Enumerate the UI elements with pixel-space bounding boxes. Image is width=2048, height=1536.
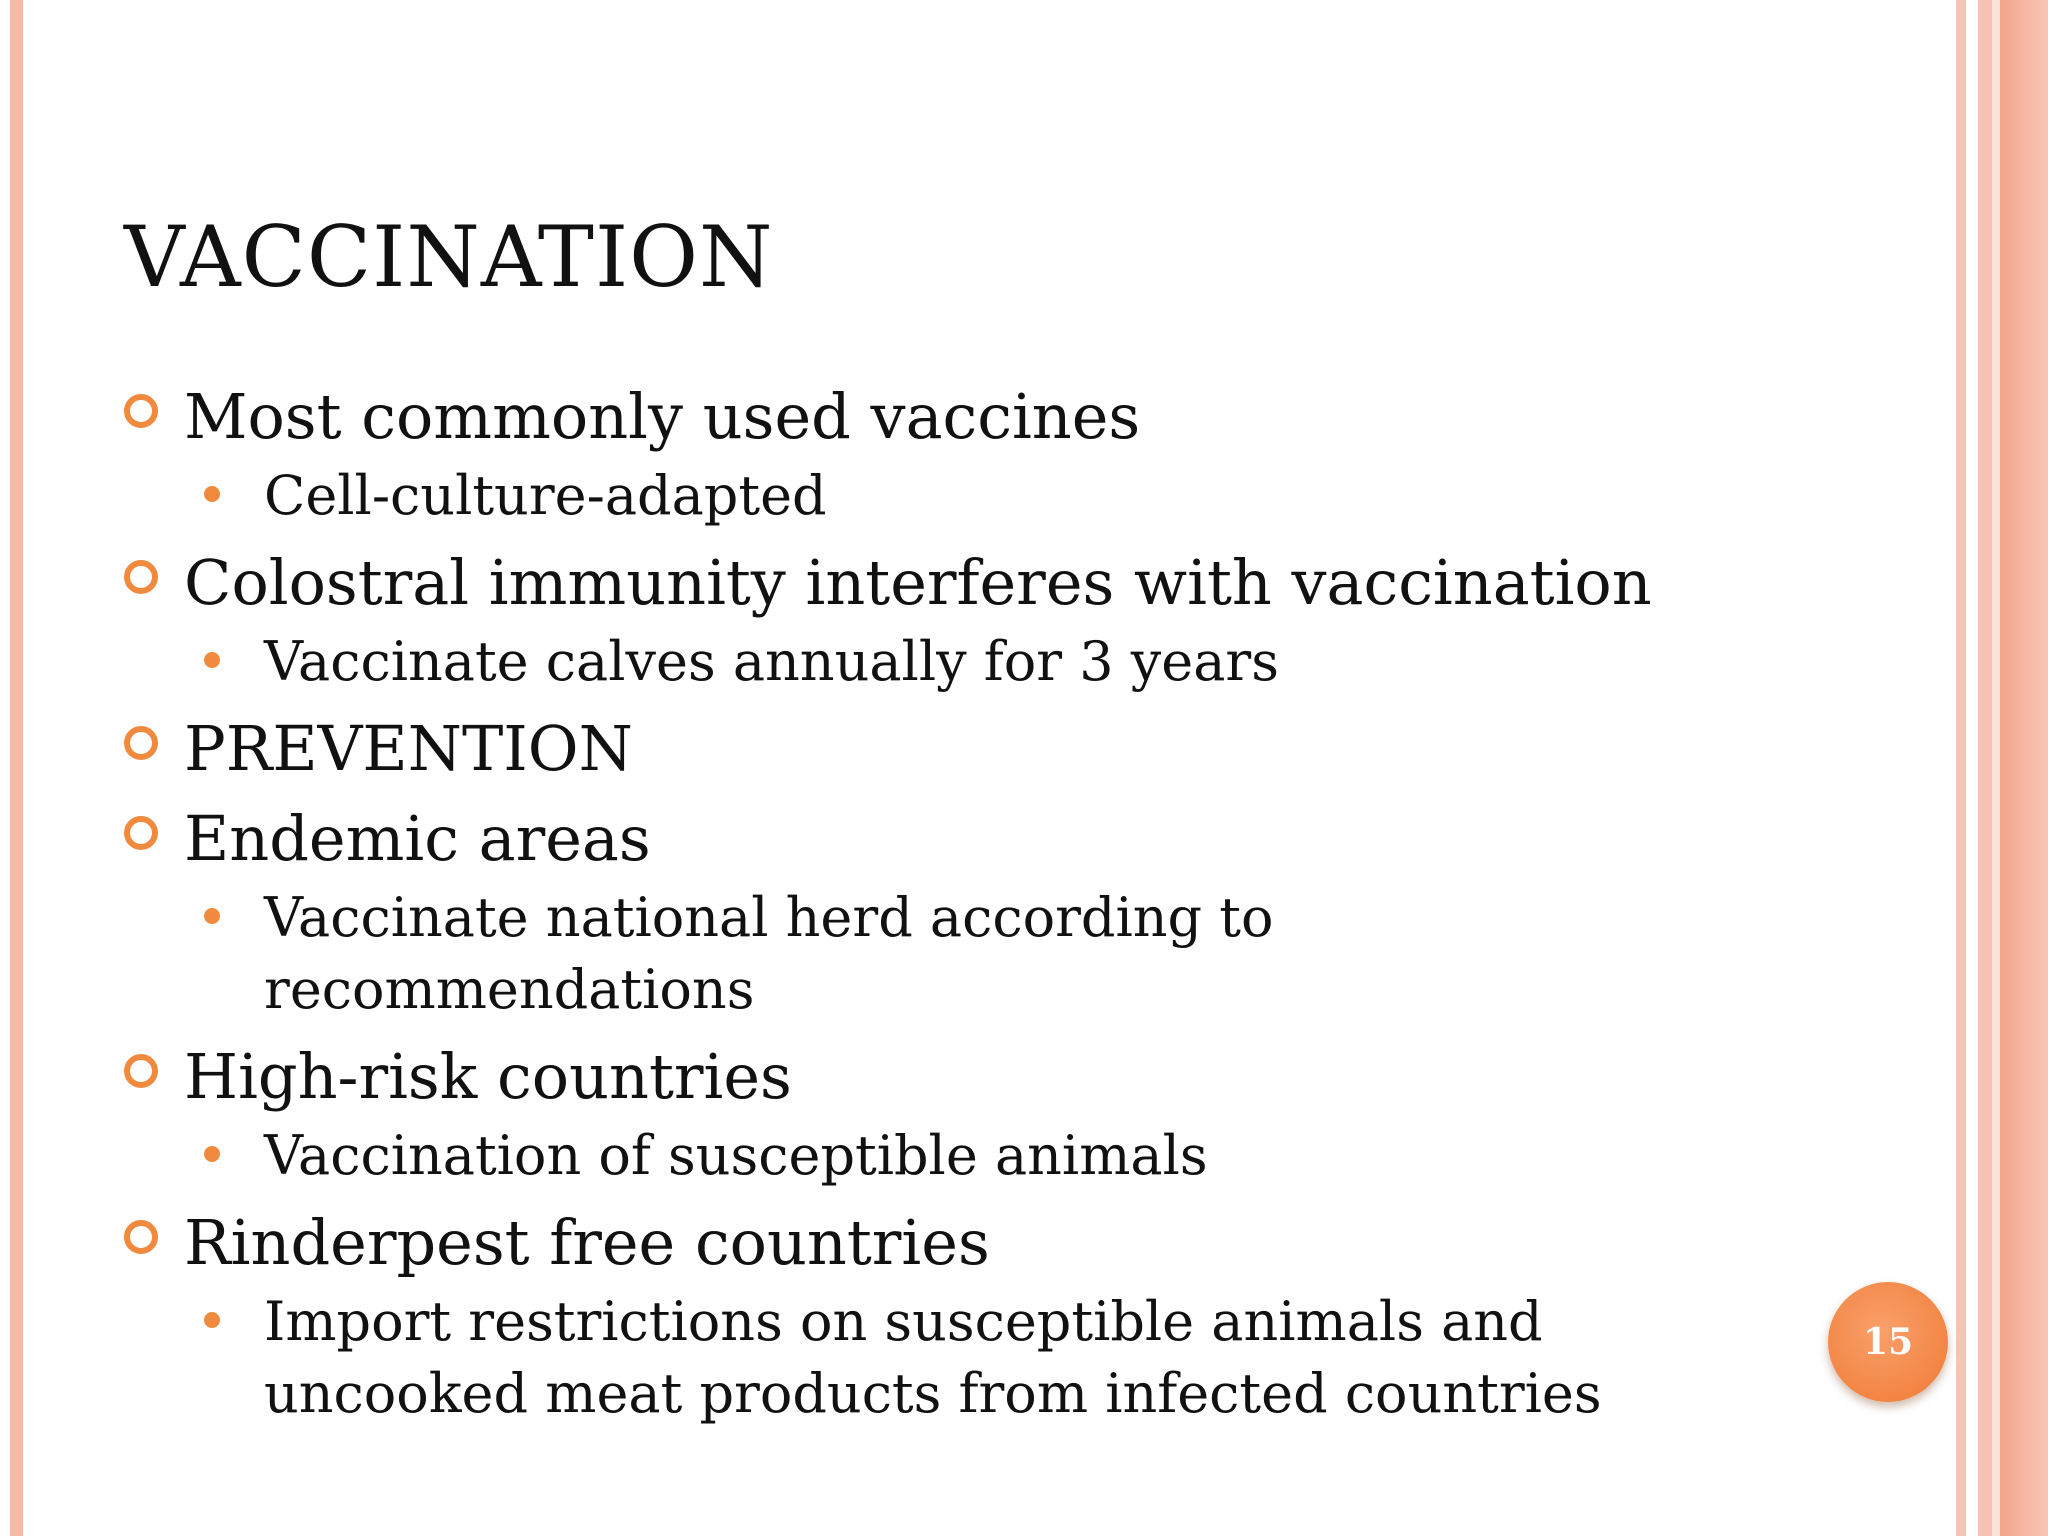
sub-bullet-item <box>124 1120 1924 1192</box>
sub-bullet-item <box>124 882 1924 1026</box>
dot-bullet-icon <box>204 1146 220 1162</box>
ring-bullet-icon <box>124 560 158 594</box>
bullet-item <box>124 1034 1924 1120</box>
bullet-item <box>124 374 1924 460</box>
right-border-stripe <box>1992 0 2000 1536</box>
bullet-text: Rinderpest free countries <box>184 1206 990 1279</box>
right-border-stripe <box>1966 0 1978 1536</box>
ring-bullet-icon <box>124 816 158 850</box>
sub-bullet-item <box>124 1286 1924 1430</box>
sub-bullet-text: Cell-culture-adapted <box>264 464 827 527</box>
left-border-decoration <box>10 0 23 1536</box>
ring-bullet-icon <box>124 726 158 760</box>
sub-bullet-text: Vaccinate calves annually for 3 years <box>264 630 1279 693</box>
sub-bullet-text: Import restrictions on susceptible animals and uncooked meat products from infected countries <box>264 1290 1602 1425</box>
bullet-item <box>124 796 1924 882</box>
right-border-stripe <box>2000 0 2048 1536</box>
sub-bullet-text: Vaccination of susceptible animals <box>264 1124 1208 1187</box>
dot-bullet-icon <box>204 1312 220 1328</box>
page-number-badge: 15 <box>1828 1282 1948 1402</box>
ring-bullet-icon <box>124 394 158 428</box>
bullet-text: PREVENTION <box>184 712 633 785</box>
bullet-item <box>124 706 1924 792</box>
dot-bullet-icon <box>204 486 220 502</box>
bullet-text: High-risk countries <box>184 1040 792 1113</box>
right-border-decoration <box>1956 0 2048 1536</box>
sub-bullet-item <box>124 626 1924 698</box>
sub-bullet-text: Vaccinate national herd according to recommendations <box>264 886 1274 1021</box>
bullet-text: Endemic areas <box>184 802 651 875</box>
sub-bullet-item <box>124 460 1924 532</box>
bullet-item <box>124 1200 1924 1286</box>
ring-bullet-icon <box>124 1054 158 1088</box>
slide-title: VACCINATION <box>124 208 774 306</box>
bullet-text: Most commonly used vaccines <box>184 380 1141 453</box>
right-border-stripe <box>1978 0 1992 1536</box>
bullet-text: Colostral immunity interferes with vaccination <box>184 546 1652 619</box>
ring-bullet-icon <box>124 1220 158 1254</box>
bullet-item <box>124 540 1924 626</box>
dot-bullet-icon <box>204 652 220 668</box>
right-border-stripe <box>1956 0 1966 1536</box>
dot-bullet-icon <box>204 908 220 924</box>
bullet-list <box>124 370 1924 1438</box>
